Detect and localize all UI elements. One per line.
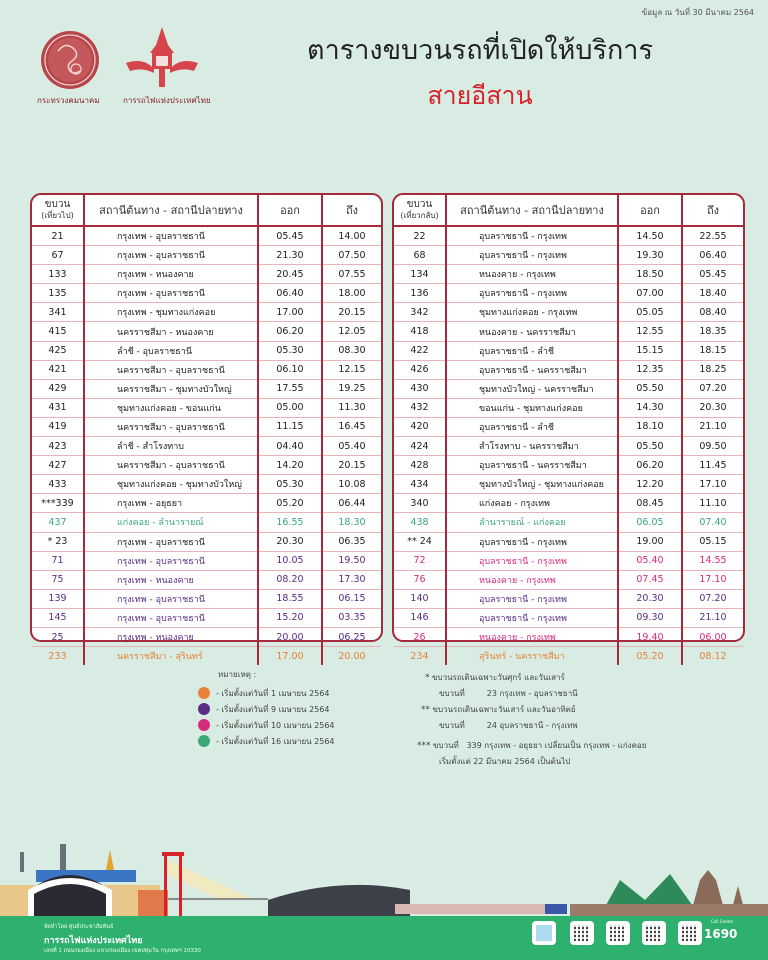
legend-label: - เริ่มตั้งแต่วันที่ 16 เมษายน 2564 xyxy=(216,736,335,746)
route: กรุงเทพ - อุบลราชธานี xyxy=(84,608,258,627)
table-row xyxy=(32,341,381,360)
arrive-time: 09.50 xyxy=(682,437,743,456)
table-header xyxy=(32,195,381,226)
route: ลำนารายณ์ - แก่งคอย xyxy=(446,513,618,532)
depart-time: 04.40 xyxy=(258,437,322,456)
ministry-caption: กระทรวงคมนาคม xyxy=(37,96,100,105)
footer-producer: จัดทำโดย ศูนย์ประชาสัมพันธ์ xyxy=(44,924,114,930)
train-number: 427 xyxy=(32,456,84,475)
arrive-time: 06.15 xyxy=(322,589,381,608)
table-row xyxy=(32,532,381,551)
route: สุรินทร์ - นครราชสีมา xyxy=(446,647,618,666)
train-number: 25 xyxy=(32,627,84,646)
header-arrive: ถึง xyxy=(682,195,743,226)
train-number: 426 xyxy=(394,360,446,379)
route: หนองคาย - กรุงเทพ xyxy=(446,570,618,589)
route: นครราชสีมา - สุรินทร์ xyxy=(84,647,258,666)
route: นครราชสีมา - อุบลราชธานี xyxy=(84,360,258,379)
train-number: 428 xyxy=(394,456,446,475)
arrive-time: 06.35 xyxy=(322,532,381,551)
train-number: 418 xyxy=(394,322,446,341)
table-row xyxy=(394,589,743,608)
table-row xyxy=(394,360,743,379)
route: สำโรงทาบ - นครราชสีมา xyxy=(446,437,618,456)
train-number: 433 xyxy=(32,475,84,494)
arrive-time: 08.40 xyxy=(682,303,743,322)
arrive-time: 14.00 xyxy=(322,226,381,246)
header-route: สถานีต้นทาง - สถานีปลายทาง xyxy=(446,195,618,226)
depart-time: 06.20 xyxy=(258,322,322,341)
train-number: 21 xyxy=(32,226,84,246)
route: อุบลราชธานี - ลำชี xyxy=(446,341,618,360)
train-number: 68 xyxy=(394,246,446,265)
route: อุบลราชธานี - ลำชี xyxy=(446,417,618,436)
table-row xyxy=(394,246,743,265)
note-1: * ขบวนรถเดินเฉพาะวันศุกร์ และวันเสาร์ xyxy=(425,673,565,683)
train-number: ** 24 xyxy=(394,532,446,551)
depart-time: 15.20 xyxy=(258,608,322,627)
train-number: 145 xyxy=(32,608,84,627)
arrive-time: 12.15 xyxy=(322,360,381,379)
depart-time: 06.40 xyxy=(258,284,322,303)
train-number: 415 xyxy=(32,322,84,341)
bangkok-skyline-illustration xyxy=(0,830,768,916)
train-number: 146 xyxy=(394,608,446,627)
train-number: 432 xyxy=(394,398,446,417)
note-2-detail: ขบวนที่ 24 อุบลราชธานี - กรุงเทพ xyxy=(439,721,578,730)
train-number: 434 xyxy=(394,475,446,494)
route: กรุงเทพ - หนองคาย xyxy=(84,627,258,646)
table-row xyxy=(32,513,381,532)
train-number: 424 xyxy=(394,437,446,456)
table-row xyxy=(32,570,381,589)
header-train-no: ขบวน (เที่ยวกลับ) xyxy=(394,195,446,226)
depart-time: 16.55 xyxy=(258,513,322,532)
arrive-time: 17.10 xyxy=(682,570,743,589)
arrive-time: 11.30 xyxy=(322,398,381,417)
arrive-time: 05.15 xyxy=(682,532,743,551)
route: ชุมทางบัวใหญ่ - นครราชสีมา xyxy=(446,379,618,398)
train-number: 71 xyxy=(32,551,84,570)
arrive-time: 14.55 xyxy=(682,551,743,570)
header-depart: ออก xyxy=(258,195,322,226)
app-icon[interactable] xyxy=(532,921,556,945)
inbound-timetable xyxy=(392,193,745,663)
depart-time: 20.30 xyxy=(258,532,322,551)
train-number: 421 xyxy=(32,360,84,379)
table-row xyxy=(394,226,743,246)
qr-code-icon[interactable] xyxy=(606,921,630,945)
depart-time: 18.10 xyxy=(618,417,682,436)
arrive-time: 19.50 xyxy=(322,551,381,570)
train-number: 419 xyxy=(32,417,84,436)
legend xyxy=(198,668,335,749)
table-row xyxy=(394,513,743,532)
route: ชุมทางแก่งคอย - ขอนแก่น xyxy=(84,398,258,417)
depart-time: 20.00 xyxy=(258,627,322,646)
note-2: ** ขบวนรถเดินเฉพาะวันเสาร์ และวันอาทิตย์ xyxy=(421,705,576,715)
train-number: 234 xyxy=(394,647,446,666)
page-subtitle: สายอีสาน xyxy=(427,81,533,110)
train-number: 233 xyxy=(32,647,84,666)
train-number: 133 xyxy=(32,265,84,284)
route: ขอนแก่น - ชุมทางแก่งคอย xyxy=(446,398,618,417)
depart-time: 06.05 xyxy=(618,513,682,532)
route: กรุงเทพ - อุบลราชธานี xyxy=(84,226,258,246)
route: กรุงเทพ - อุบลราชธานี xyxy=(84,551,258,570)
depart-time: 20.30 xyxy=(618,589,682,608)
arrive-time: 07.20 xyxy=(682,379,743,398)
depart-time: 05.20 xyxy=(258,494,322,513)
legend-label: - เริ่มตั้งแต่วันที่ 10 เมษายน 2564 xyxy=(216,720,335,730)
route: ลำชี - สำโรงทาบ xyxy=(84,437,258,456)
train-number: 438 xyxy=(394,513,446,532)
table-row xyxy=(32,379,381,398)
depart-time: 18.50 xyxy=(618,265,682,284)
train-number: 22 xyxy=(394,226,446,246)
arrive-time: 10.08 xyxy=(322,475,381,494)
page-title: ตารางขบวนรถที่เปิดให้บริการ xyxy=(307,35,653,66)
arrive-time: 06.40 xyxy=(682,246,743,265)
depart-time: 10.05 xyxy=(258,551,322,570)
route: อุบลราชธานี - กรุงเทพ xyxy=(446,226,618,246)
train-number: 423 xyxy=(32,437,84,456)
train-number: 422 xyxy=(394,341,446,360)
depart-time: 08.45 xyxy=(618,494,682,513)
arrive-time: 19.25 xyxy=(322,379,381,398)
table-row xyxy=(32,494,381,513)
table-header xyxy=(394,195,743,226)
arrive-time: 21.10 xyxy=(682,417,743,436)
depart-time: 05.05 xyxy=(618,303,682,322)
route: กรุงเทพ - อุบลราชธานี xyxy=(84,589,258,608)
header-arrive: ถึง xyxy=(322,195,381,226)
table-row xyxy=(394,608,743,627)
table-row xyxy=(32,589,381,608)
route: กรุงเทพ - หนองคาย xyxy=(84,265,258,284)
arrive-time: 07.55 xyxy=(322,265,381,284)
route: แก่งคอย - ลำนารายณ์ xyxy=(84,513,258,532)
legend-item xyxy=(198,701,335,717)
route: อุบลราชธานี - กรุงเทพ xyxy=(446,608,618,627)
table-row xyxy=(32,246,381,265)
depart-time: 06.10 xyxy=(258,360,322,379)
depart-time: 11.15 xyxy=(258,417,322,436)
arrive-time: 16.45 xyxy=(322,417,381,436)
arrive-time: 11.10 xyxy=(682,494,743,513)
depart-time: 15.15 xyxy=(618,341,682,360)
note-1-detail: ขบวนที่ 23 กรุงเทพ - อุบลราชธานี xyxy=(439,689,578,698)
train-number: 420 xyxy=(394,417,446,436)
table-row xyxy=(394,494,743,513)
depart-time: 07.00 xyxy=(618,284,682,303)
route: อุบลราชธานี - กรุงเทพ xyxy=(446,551,618,570)
route: อุบลราชธานี - กรุงเทพ xyxy=(446,246,618,265)
train-number: 431 xyxy=(32,398,84,417)
color-dot-icon xyxy=(198,735,210,747)
table-row xyxy=(394,379,743,398)
as-of-date: ข้อมูล ณ วันที่ 30 มีนาคม 2564 xyxy=(641,8,754,17)
depart-time: 05.45 xyxy=(258,226,322,246)
train-number: 340 xyxy=(394,494,446,513)
train-number: 437 xyxy=(32,513,84,532)
route: ชุมทางแก่งคอย - กรุงเทพ xyxy=(446,303,618,322)
table-row xyxy=(32,417,381,436)
depart-time: 05.30 xyxy=(258,475,322,494)
table-row xyxy=(32,322,381,341)
footer-address: เลขที่ 1 ถนนรองเมือง แขวงรองเมือง เขตปทุมวัน กรุงเทพฯ 10330 xyxy=(44,948,201,954)
arrive-time: 08.12 xyxy=(699,650,727,662)
route: นครราชสีมา - อุบลราชธานี xyxy=(84,417,258,436)
table-row xyxy=(32,226,381,246)
train-number: 135 xyxy=(32,284,84,303)
route: หนองคาย - นครราชสีมา xyxy=(446,322,618,341)
depart-time: 19.00 xyxy=(618,532,682,551)
note-3-detail: เริ่มตั้งแต่ 22 มีนาคม 2564 เป็นต้นไป xyxy=(439,757,571,766)
route: กรุงเทพ - อยุธยา xyxy=(84,494,258,513)
table-row xyxy=(32,551,381,570)
table-row xyxy=(394,532,743,551)
state-railway-logo xyxy=(124,25,200,89)
route: ชุมทางแก่งคอย - ชุมทางบัวใหญ่ xyxy=(84,475,258,494)
route: อุบลราชธานี - กรุงเทพ xyxy=(446,589,618,608)
table-row xyxy=(32,608,381,627)
arrive-time: 20.15 xyxy=(322,456,381,475)
depart-time: 14.20 xyxy=(258,456,322,475)
depart-time: 12.20 xyxy=(618,475,682,494)
depart-time: 05.20 xyxy=(618,647,682,666)
arrive-time: 22.55 xyxy=(682,226,743,246)
table-row xyxy=(394,303,743,322)
arrive-time: 21.10 xyxy=(682,608,743,627)
table-row xyxy=(32,284,381,303)
route: กรุงเทพ - อุบลราชธานี xyxy=(84,284,258,303)
arrive-time: 06.00 xyxy=(682,627,743,646)
table-row xyxy=(394,265,743,284)
route: ลำชี - อุบลราชธานี xyxy=(84,341,258,360)
route: นครราชสีมา - หนองคาย xyxy=(84,322,258,341)
table-row xyxy=(394,627,743,646)
call-center-label: Call Center xyxy=(711,919,734,924)
depart-time: 17.00 xyxy=(258,647,322,666)
legend-label: - เริ่มตั้งแต่วันที่ 9 เมษายน 2564 xyxy=(216,704,330,714)
arrive-time: 05.45 xyxy=(682,265,743,284)
train-number: 425 xyxy=(32,341,84,360)
depart-time: 17.55 xyxy=(258,379,322,398)
call-center-number: 1690 xyxy=(704,927,738,941)
railway-caption: การรถไฟแห่งประเทศไทย xyxy=(123,96,211,105)
train-number: 136 xyxy=(394,284,446,303)
route: ชุมทางบัวใหญ่ - ชุมทางแก่งคอย xyxy=(446,475,618,494)
note-3: *** ขบวนที่ 339 กรุงเทพ - อยุธยา เปลี่ยนเป็น กรุงเทพ - แก่งคอย xyxy=(417,741,647,751)
color-dot-icon xyxy=(198,703,210,715)
arrive-time: 11.45 xyxy=(682,456,743,475)
table-row xyxy=(394,570,743,589)
table-row xyxy=(394,398,743,417)
header-route: สถานีต้นทาง - สถานีปลายทาง xyxy=(84,195,258,226)
arrive-time: 07.40 xyxy=(682,513,743,532)
route: อุบลราชธานี - นครราชสีมา xyxy=(446,360,618,379)
depart-time: 05.50 xyxy=(618,379,682,398)
route: อุบลราชธานี - กรุงเทพ xyxy=(446,532,618,551)
arrive-time: 07.20 xyxy=(682,589,743,608)
depart-time: 21.30 xyxy=(258,246,322,265)
table-row xyxy=(394,284,743,303)
arrive-time: 18.00 xyxy=(322,284,381,303)
color-dot-icon xyxy=(198,687,210,699)
route: อุบลราชธานี - นครราชสีมา xyxy=(446,456,618,475)
table-row xyxy=(32,398,381,417)
route: กรุงเทพ - หนองคาย xyxy=(84,570,258,589)
depart-time: 14.30 xyxy=(618,398,682,417)
legend-title: หมายเหตุ : xyxy=(218,670,257,679)
table-row xyxy=(394,417,743,436)
route: หนองคาย - กรุงเทพ xyxy=(446,265,618,284)
route: กรุงเทพ - อุบลราชธานี xyxy=(84,246,258,265)
train-number: 72 xyxy=(394,551,446,570)
table-row xyxy=(394,437,743,456)
table-row xyxy=(32,437,381,456)
table-row xyxy=(32,360,381,379)
train-number: 140 xyxy=(394,589,446,608)
table-row xyxy=(394,647,743,666)
table-row xyxy=(394,456,743,475)
ministry-of-transport-logo xyxy=(40,29,100,91)
depart-time: 20.45 xyxy=(258,265,322,284)
arrive-time: 06.25 xyxy=(322,627,381,646)
arrive-time: 07.50 xyxy=(322,246,381,265)
arrive-time: 08.30 xyxy=(322,341,381,360)
arrive-time: 17.30 xyxy=(322,570,381,589)
table-row xyxy=(32,627,381,646)
legend-item xyxy=(198,733,335,749)
train-number: 26 xyxy=(394,627,446,646)
depart-time: 18.55 xyxy=(258,589,322,608)
arrive-time: 06.44 xyxy=(322,494,381,513)
qr-code-icon[interactable] xyxy=(678,921,702,945)
table-row xyxy=(32,456,381,475)
arrive-time: 20.15 xyxy=(322,303,381,322)
arrive-time: 18.35 xyxy=(682,322,743,341)
arrive-time: 18.25 xyxy=(682,360,743,379)
depart-time: 09.30 xyxy=(618,608,682,627)
table-row xyxy=(32,265,381,284)
route: อุบลราชธานี - กรุงเทพ xyxy=(446,284,618,303)
depart-time: 08.20 xyxy=(258,570,322,589)
table-row xyxy=(394,341,743,360)
depart-time: 05.30 xyxy=(258,341,322,360)
header-depart: ออก xyxy=(618,195,682,226)
arrive-time: 18.30 xyxy=(322,513,381,532)
table-row xyxy=(32,303,381,322)
train-number: ***339 xyxy=(32,494,84,513)
arrive-time: 05.40 xyxy=(322,437,381,456)
arrive-time: 20.30 xyxy=(682,398,743,417)
header-train-no: ขบวน (เที่ยวไป) xyxy=(32,195,84,226)
route: กรุงเทพ - ชุมทางแก่งคอย xyxy=(84,303,258,322)
notes xyxy=(417,670,647,770)
arrive-time: 12.05 xyxy=(322,322,381,341)
depart-time: 05.00 xyxy=(258,398,322,417)
depart-time: 19.30 xyxy=(618,246,682,265)
train-number: 430 xyxy=(394,379,446,398)
depart-time: 17.00 xyxy=(258,303,322,322)
route: นครราชสีมา - ชุมทางบัวใหญ่ xyxy=(84,379,258,398)
legend-item xyxy=(198,717,335,733)
arrive-time: 18.40 xyxy=(682,284,743,303)
legend-label: - เริ่มตั้งแต่วันที่ 1 เมษายน 2564 xyxy=(216,688,330,698)
arrive-time: 03.35 xyxy=(322,608,381,627)
color-dot-icon xyxy=(198,719,210,731)
train-number: 75 xyxy=(32,570,84,589)
arrive-time: 20.00 xyxy=(338,650,366,662)
outbound-timetable xyxy=(30,193,383,663)
train-number: 341 xyxy=(32,303,84,322)
depart-time: 05.50 xyxy=(618,437,682,456)
depart-time: 07.45 xyxy=(618,570,682,589)
table-row xyxy=(394,475,743,494)
arrive-time: 18.15 xyxy=(682,341,743,360)
train-number: * 23 xyxy=(32,532,84,551)
route: แก่งคอย - กรุงเทพ xyxy=(446,494,618,513)
table-row xyxy=(32,475,381,494)
train-number: 134 xyxy=(394,265,446,284)
table-row xyxy=(394,551,743,570)
depart-time: 14.50 xyxy=(618,226,682,246)
train-number: 76 xyxy=(394,570,446,589)
train-number: 139 xyxy=(32,589,84,608)
footer-org: การรถไฟแห่งประเทศไทย xyxy=(44,936,143,946)
qr-code-icon[interactable] xyxy=(642,921,666,945)
route: กรุงเทพ - อุบลราชธานี xyxy=(84,532,258,551)
depart-time: 12.55 xyxy=(618,322,682,341)
route: หนองคาย - กรุงเทพ xyxy=(446,627,618,646)
table-row xyxy=(32,647,381,666)
depart-time: 12.35 xyxy=(618,360,682,379)
table-row xyxy=(394,322,743,341)
train-number: 67 xyxy=(32,246,84,265)
legend-item xyxy=(198,685,335,701)
depart-time: 05.40 xyxy=(618,551,682,570)
depart-time: 06.20 xyxy=(618,456,682,475)
depart-time: 19.40 xyxy=(618,627,682,646)
qr-code-icon[interactable] xyxy=(570,921,594,945)
train-number: 429 xyxy=(32,379,84,398)
train-number: 342 xyxy=(394,303,446,322)
route: นครราชสีมา - อุบลราชธานี xyxy=(84,456,258,475)
arrive-time: 17.10 xyxy=(682,475,743,494)
